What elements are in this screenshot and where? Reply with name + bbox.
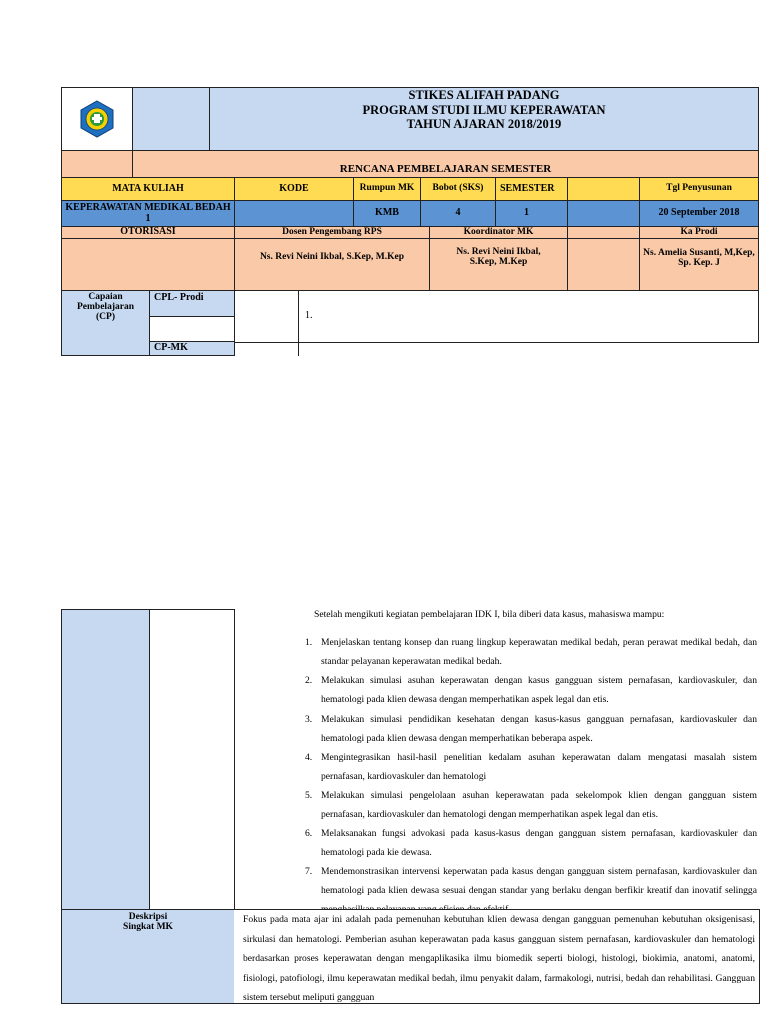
header-blank-cell: [132, 87, 210, 151]
objective-item: 4. Mengintegrasikan hasil-hasil penelitian kedalam asuhan keperawatan dalam mengatasi masalah sistem pernafasan, kardiovaskuler dan hematologi: [305, 752, 757, 782]
kaprodi-label: Ka Prodi: [639, 226, 759, 239]
objective-item: 2. Melakukan simulasi asuhan keperawatan dengan kasus gangguan sistem pernafasan, kardiovaskuler, dan hematologi pada klien dewasa dengan memperhatikan aspek legal dan etis.: [305, 675, 757, 705]
deskripsi-cell: [234, 909, 760, 1004]
rps-left-blank: [61, 150, 133, 178]
cpl-item-number: 1.: [305, 310, 313, 322]
cpl-number-gap: [234, 290, 299, 343]
institution-header: [209, 87, 759, 151]
rps-title: RENCANA PEMBELAJARAN SEMESTER: [339, 163, 552, 176]
logo-cell: [61, 87, 133, 151]
rps-title-cell: [132, 150, 759, 178]
cpl-prodi-label: CPL- Prodi: [149, 290, 235, 317]
cp-mk-row-line: [298, 342, 299, 356]
objective-item: 3. Melakukan simulasi pendidikan kesehatan dengan kasus-kasus gangguan pernafasan, kardiovaskuler dan hematologi pada klien dewasa dengan memperhatikan beberapa aspek.: [305, 714, 757, 744]
objective-item: 1. Menjelaskan tentang konsep dan ruang lingkup keperawatan medikal bedah, peran perawat medikal bedah, dan standar pelayanan keperawatan medikal bedah.: [305, 637, 757, 667]
kaprodi-name: Ns. Amelia Susanti, M,Kep, Sp. Kep. J: [639, 238, 759, 291]
deskripsi-label: Deskripsi Singkat MK: [61, 909, 235, 1004]
cpl-blank: [149, 316, 235, 342]
course-rumpun: KMB: [353, 200, 421, 227]
col-semester: SEMESTER: [495, 177, 568, 201]
deskripsi-text: Fokus pada mata ajar ini adalah pada pemenuhan kebutuhan klien dewasa dengan gangguan pemenuhan kebutuhan oksigenisasi, sirkulasi dan hematologi. Pemberian asuhan keperawatan pada kasus gangguan sistem pernafasan, kardiovaskuler dan hematologi berdasarkan proses keperawatan dengan mengaplikasika ilmu biomedik seperti biologi, histologi, biokimia, anatomi, anatomi, fisiologi, patofiologi, ilmu keperawatan medikal bedah, ilmu penyakit dalam, farmakologi, nutrisi, bedah dan rehabilitasi. Gangguan sistem tersebut meliputi gangguan: [243, 914, 755, 1003]
cpl-item: [298, 290, 759, 343]
cp-mk-label: CP-MK: [149, 341, 235, 356]
cp-continuation-right-border: [234, 609, 235, 910]
col-rumpun-mk: Rumpun MK: [353, 177, 421, 201]
course-tgl: 20 September 2018: [639, 200, 759, 227]
course-name: KEPERAWATAN MEDIKAL BEDAH 1: [61, 200, 235, 227]
col-kode: KODE: [234, 177, 354, 201]
program-name: PROGRAM STUDI ILMU KEPERAWATAN: [362, 102, 606, 117]
col-spacer: [567, 177, 640, 201]
institution-name: STIKES ALIFAH PADANG: [408, 88, 560, 103]
otorisasi-label: OTORISASI: [61, 226, 235, 239]
course-kode: [234, 200, 354, 227]
koordinator-name: Ns. Revi Neini Ikbal, S.Kep, M.Kep: [429, 238, 568, 291]
objectives-intro: Setelah mengikuti kegiatan pembelajaran IDK I, bila diberi data kasus, mahasiswa mampu:: [314, 609, 665, 620]
institution-seal-icon: [77, 99, 117, 139]
objective-item: 7. Mendemonstrasikan intervensi keperwatan pada kasus dengan gangguan sistem pernafasan, kardiovaskuler dan hematologi pada klien dewasa sesuai dengan standar yang berlaku dengan berfikir kreatif dan inovatif selingga: [305, 866, 757, 896]
dosen-label: Dosen Pengembang RPS: [234, 226, 430, 239]
otorisasi-blank: [61, 238, 235, 291]
objective-item: 5. Melakukan simulasi pengelolaan asuhan keperawatan pada sekelompok klien dengan gangguan sistem pernafasan, kardiovaskuler dan hematologi dengan memperhatikan aspek legal dan etis.: [305, 790, 757, 820]
col-bobot: Bobot (SKS): [420, 177, 496, 201]
cp-continuation-left: [61, 609, 150, 910]
course-semester: 1: [495, 200, 568, 227]
academic-year: TAHUN AJARAN 2018/2019: [406, 117, 562, 132]
col-tgl-penyusunan: Tgl Penyusunan: [639, 177, 759, 201]
cp-label: Capaian Pembelajaran (CP): [61, 290, 150, 356]
objective-item: 6. Melaksanakan fungsi advokasi pada kasus-kasus dengan gangguan sistem pernafasan, kardiovaskuler dan hematologi pada kie dewasa.: [305, 828, 757, 858]
col-mata-kuliah: MATA KULIAH: [61, 177, 235, 201]
cp-continuation-middle: [149, 609, 235, 910]
course-bobot: 4: [420, 200, 496, 227]
names-spacer: [567, 238, 640, 291]
dosen-name: Ns. Revi Neini Ikbal, S.Kep, M.Kep: [234, 238, 430, 291]
course-spacer: [567, 200, 640, 227]
koordinator-label: Koordinator MK: [429, 226, 568, 239]
